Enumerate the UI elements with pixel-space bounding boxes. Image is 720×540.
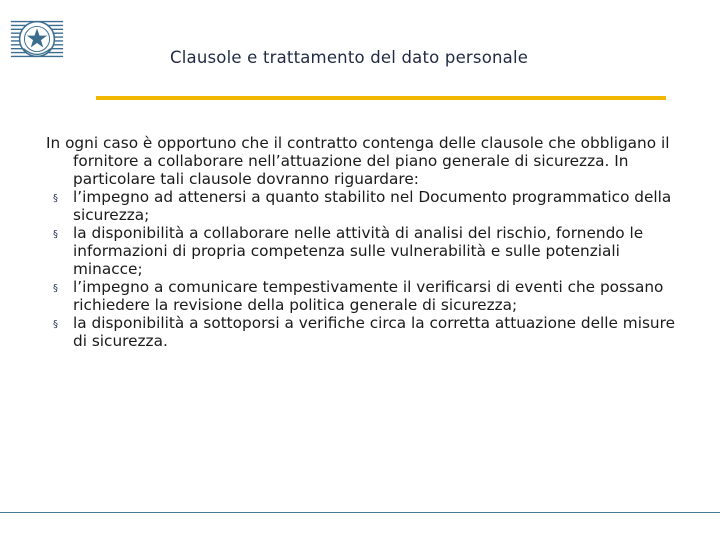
list-item [46, 278, 686, 314]
bullet-icon: § [53, 193, 58, 204]
clause-list [46, 188, 686, 350]
intro-paragraph: In ogni caso è opportuno che il contratto contenga delle clausole che obbligano il fornitore a collaborare nell’attuazione del piano generale di sicurezza. In particolare tali clausole dovranno riguardare: [46, 134, 670, 188]
bullet-icon: § [53, 319, 58, 330]
list-item-text: la disponibilità a sottoporsi a verifiche circa la corretta attuazione delle misure di sicurezza. [73, 314, 675, 350]
list-item-text: la disponibilità a collaborare nelle attività di analisi del rischio, fornendo le informazioni di propria competenza sulle vulnerabilità e sulle potenziali minacce; [73, 224, 644, 278]
list-item-text: l’impegno a comunicare tempestivamente il verificarsi di eventi che possano richiedere la revisione della politica generale di sicurezza; [73, 278, 664, 314]
republic-emblem-icon [8, 10, 66, 68]
list-item [46, 188, 686, 224]
footer-rule [0, 512, 720, 513]
slide-title: Clausole e trattamento del dato personale [170, 48, 529, 67]
list-item-text: l’impegno ad attenersi a quanto stabilito nel Documento programmatico della sicurezza; [73, 188, 672, 224]
bullet-icon: § [53, 283, 58, 294]
slide-body [46, 134, 686, 350]
list-item [46, 314, 686, 350]
bullet-icon: § [53, 229, 58, 240]
title-underline [96, 96, 666, 100]
list-item [46, 224, 686, 278]
